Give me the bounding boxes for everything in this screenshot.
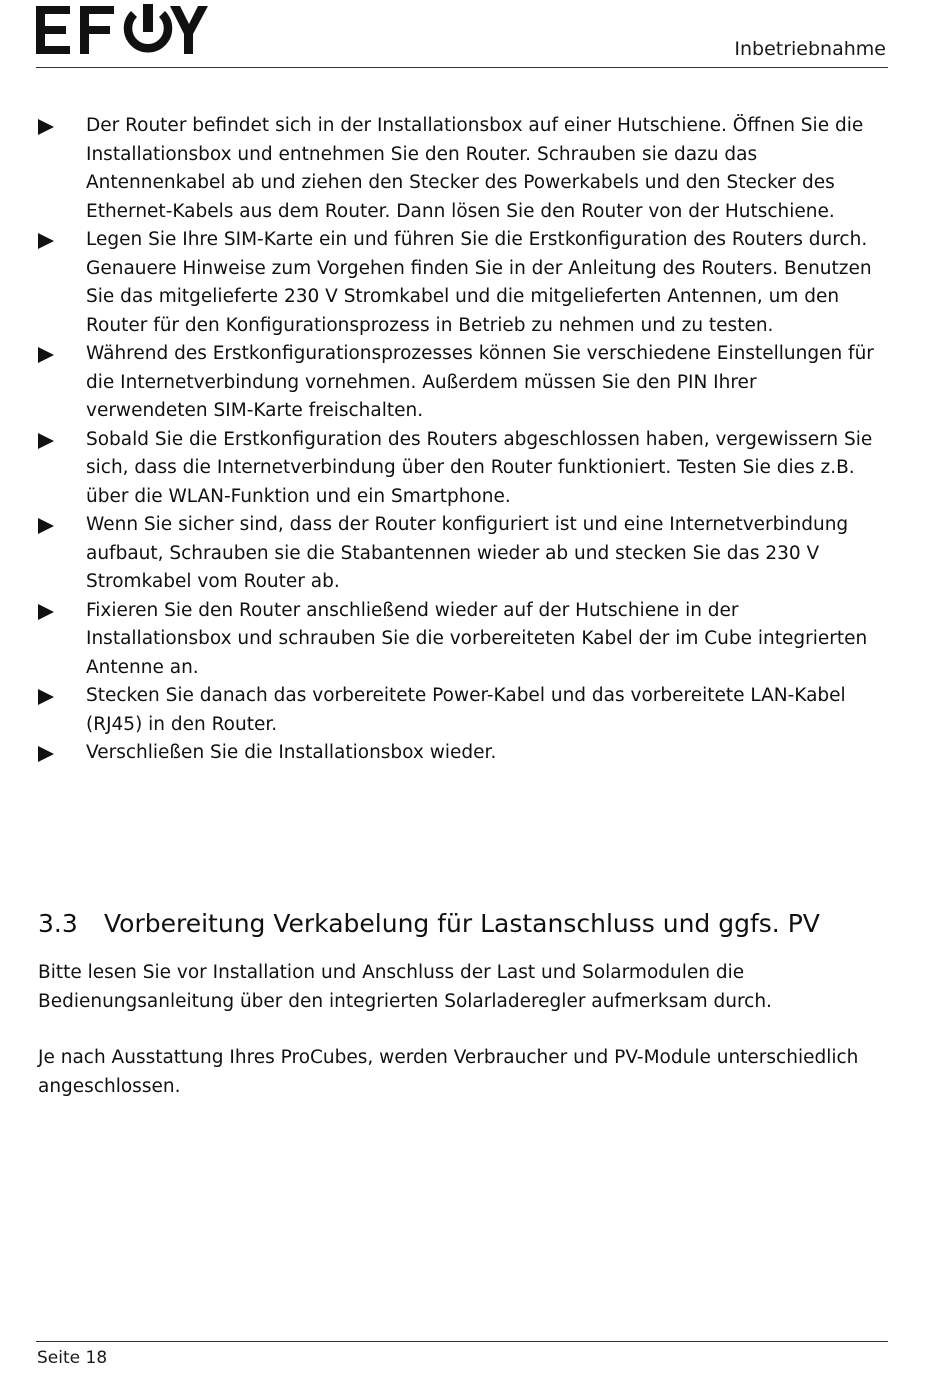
bullet-triangle-icon [38,119,54,135]
page-number: Seite 18 [37,1348,108,1368]
bullet-triangle-icon [38,347,54,363]
bullet-triangle-icon [38,233,54,249]
step-text: Sobald Sie die Erstkonfiguration des Routers abgeschlossen haben, vergewissern Sie sich, dass die Internetverbindung über den Router funktioniert. Testen Sie dies z.B. über die WLAN-Funktion und ein Smartphone. [86,428,873,507]
list-item [38,112,878,226]
step-text: Stecken Sie danach das vorbereitete Power-Kabel und das vorbereitete LAN-Kabel (RJ45) in den Router. [86,685,846,735]
step-text: Wenn Sie sicher sind, dass der Router konfiguriert ist und eine Internetverbindung aufbaut, Schrauben sie die Stabantennen wieder ab und stecken Sie das 230 V Stromkabel vom Router ab. [86,514,849,592]
section-title: Vorbereitung Verkabelung für Lastanschluss und ggfs. PV [104,909,820,938]
page-footer [36,1341,888,1368]
instruction-steps [38,112,878,768]
list-item [38,597,878,683]
list-item [38,340,878,426]
section-number: 3.3 [38,909,78,938]
section-paragraph: Bitte lesen Sie vor Installation und Anschluss der Last und Solarmodulen die Bedienungsanleitung über den integrierten Solarladeregler aufmerksam durch. [38,962,772,1012]
section-label: Inbetriebnahme [734,38,886,60]
step-text: Legen Sie Ihre SIM-Karte ein und führen Sie die Erstkonfiguration des Routers durch. Genauere Hinweise zum Vorgehen finden Sie in der Anleitung des Routers. Benutzen Sie das mitgelieferte 230 V Stromkabel und die mitgelieferten Antennen, um den Router für den Konfigurationsprozess in Betrieb zu nehmen und zu testen. [86,229,872,336]
steps-list [38,112,878,768]
list-item [38,426,878,512]
step-text: Fixieren Sie den Router anschließend wieder auf der Hutschiene in der Installationsbox und schrauben Sie die vorbereiteten Kabel der im Cube integrierten Antenne an. [86,599,868,678]
bullet-triangle-icon [38,518,54,534]
step-text: Der Router befindet sich in der Installationsbox auf einer Hutschiene. Öffnen Sie die Installationsbox und entnehmen Sie den Router. Schrauben sie dazu das Antennenkabel ab und ziehen den Stecker des Powerkabels und den Stecker des Ethernet-Kabels aus dem Router. Dann lösen Sie den Router von der Hutschiene. [86,115,864,222]
bullet-triangle-icon [38,746,54,762]
list-item [38,226,878,340]
bullet-triangle-icon [38,689,54,705]
bullet-triangle-icon [38,433,54,449]
list-item [38,511,878,597]
step-text: Während des Erstkonfigurationsprozesses können Sie verschiedene Einstellungen für die Internetverbindung vornehmen. Außerdem müssen Sie den PIN Ihrer verwendeten SIM-Karte freischalten. [86,343,874,421]
efoy-logo-graphic [36,4,208,58]
section-heading [38,909,878,938]
efoy-logo [36,4,208,58]
section-paragraph: Je nach Ausstattung Ihres ProCubes, werden Verbraucher und PV-Module unterschiedlich angeschlossen. [38,1047,859,1097]
page-header [36,0,888,68]
power-icon [128,4,168,48]
list-item [38,739,878,768]
bullet-triangle-icon [38,604,54,620]
step-text: Verschließen Sie die Installationsbox wieder. [86,742,497,763]
list-item [38,682,878,739]
